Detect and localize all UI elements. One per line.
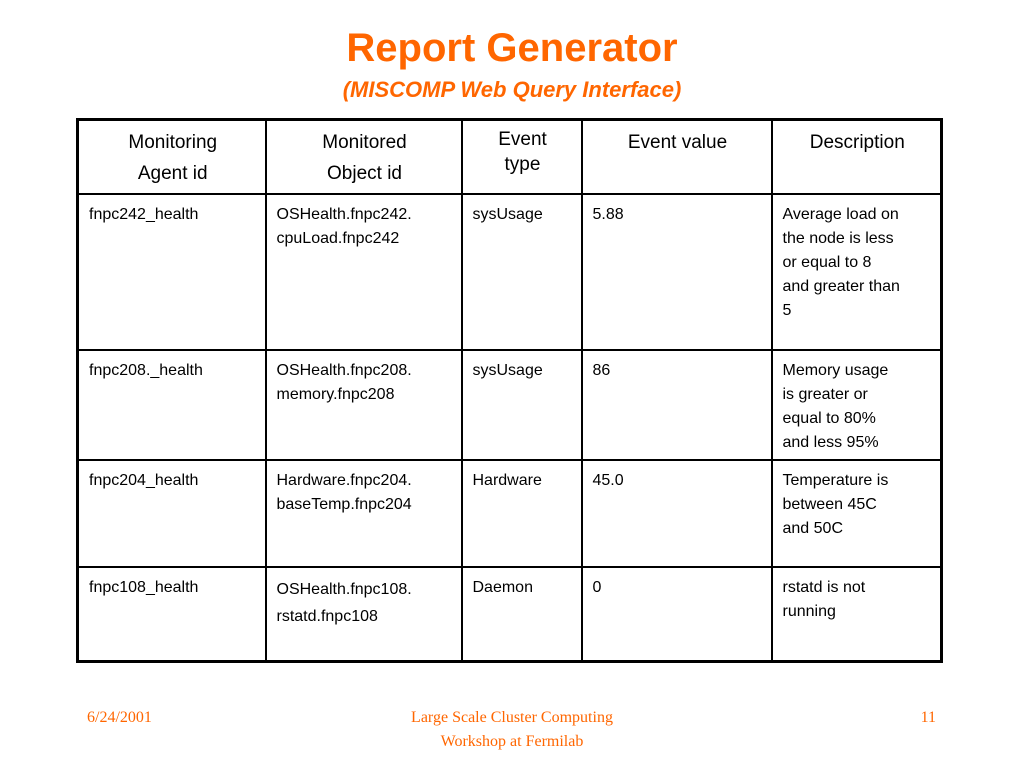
description-line: running bbox=[782, 603, 836, 620]
cell-event-type: sysUsage bbox=[462, 350, 582, 460]
object-id-line: rstatd.fnpc108 bbox=[276, 608, 378, 625]
slide-subtitle: (MISCOMP Web Query Interface) bbox=[342, 77, 682, 102]
table-row bbox=[78, 460, 942, 567]
description-line: or equal to 8 bbox=[782, 254, 872, 271]
object-id-line: OSHealth.fnpc208. bbox=[276, 362, 412, 379]
description-line: 5 bbox=[782, 302, 792, 319]
object-id-line: baseTemp.fnpc204 bbox=[276, 496, 412, 513]
table-row bbox=[78, 350, 942, 460]
description-line: Memory usage bbox=[782, 362, 889, 379]
object-id-line: OSHealth.fnpc242. bbox=[276, 206, 412, 223]
table-row bbox=[78, 567, 942, 662]
footer-event-line: Workshop at Fermilab bbox=[440, 733, 584, 750]
object-id-line: OSHealth.fnpc108. bbox=[276, 581, 412, 598]
header-line: Monitored bbox=[322, 132, 407, 153]
header-line: Event bbox=[498, 129, 547, 150]
table-header-row bbox=[78, 120, 942, 195]
header-line: Object id bbox=[327, 163, 402, 184]
description-line: Temperature is bbox=[782, 472, 889, 489]
cell-agent-id: fnpc208._health bbox=[78, 350, 266, 460]
header-line: Description bbox=[809, 132, 905, 153]
cell-agent-id: fnpc108_health bbox=[78, 567, 266, 662]
report-table bbox=[76, 118, 943, 663]
object-id-line: memory.fnpc208 bbox=[276, 386, 395, 403]
description-line: Average load on bbox=[782, 206, 899, 223]
description-line: the node is less bbox=[782, 230, 894, 247]
header-description bbox=[772, 120, 942, 195]
description-line: and 50C bbox=[782, 520, 843, 537]
object-id-line: cpuLoad.fnpc242 bbox=[276, 230, 400, 247]
header-event-value bbox=[582, 120, 772, 195]
cell-event-value: 5.88 bbox=[582, 194, 772, 350]
header-monitored-object-id bbox=[266, 120, 462, 195]
description-line: and greater than bbox=[782, 278, 900, 295]
cell-event-value: 86 bbox=[582, 350, 772, 460]
cell-description bbox=[772, 350, 942, 460]
cell-description bbox=[772, 460, 942, 567]
cell-agent-id: fnpc204_health bbox=[78, 460, 266, 567]
cell-object-id bbox=[266, 567, 462, 662]
cell-agent-id: fnpc242_health bbox=[78, 194, 266, 350]
cell-object-id bbox=[266, 194, 462, 350]
cell-event-type: Hardware bbox=[462, 460, 582, 567]
cell-description bbox=[772, 194, 942, 350]
header-line: type bbox=[504, 154, 541, 175]
cell-event-value: 0 bbox=[582, 567, 772, 662]
cell-object-id bbox=[266, 460, 462, 567]
header-event-type bbox=[462, 120, 582, 195]
header-line: Monitoring bbox=[128, 132, 218, 153]
description-line: rstatd is not bbox=[782, 579, 866, 596]
header-line: Event value bbox=[627, 132, 728, 153]
cell-object-id bbox=[266, 350, 462, 460]
footer-event-name bbox=[312, 706, 712, 754]
footer-event-line: Large Scale Cluster Computing bbox=[411, 709, 613, 726]
description-line: is greater or bbox=[782, 386, 868, 403]
footer-date: 6/24/2001 bbox=[87, 709, 152, 726]
object-id-line: Hardware.fnpc204. bbox=[276, 472, 412, 489]
description-line: and less 95% bbox=[782, 434, 879, 451]
cell-event-value: 45.0 bbox=[582, 460, 772, 567]
description-line: between 45C bbox=[782, 496, 877, 513]
table-row bbox=[78, 194, 942, 350]
header-line: Agent id bbox=[137, 163, 208, 184]
cell-description bbox=[772, 567, 942, 662]
cell-event-type: Daemon bbox=[462, 567, 582, 662]
header-monitoring-agent-id bbox=[78, 120, 266, 195]
slide-title: Report Generator bbox=[346, 26, 678, 70]
cell-event-type: sysUsage bbox=[462, 194, 582, 350]
description-line: equal to 80% bbox=[782, 410, 876, 427]
footer-page-number: 11 bbox=[920, 709, 936, 726]
